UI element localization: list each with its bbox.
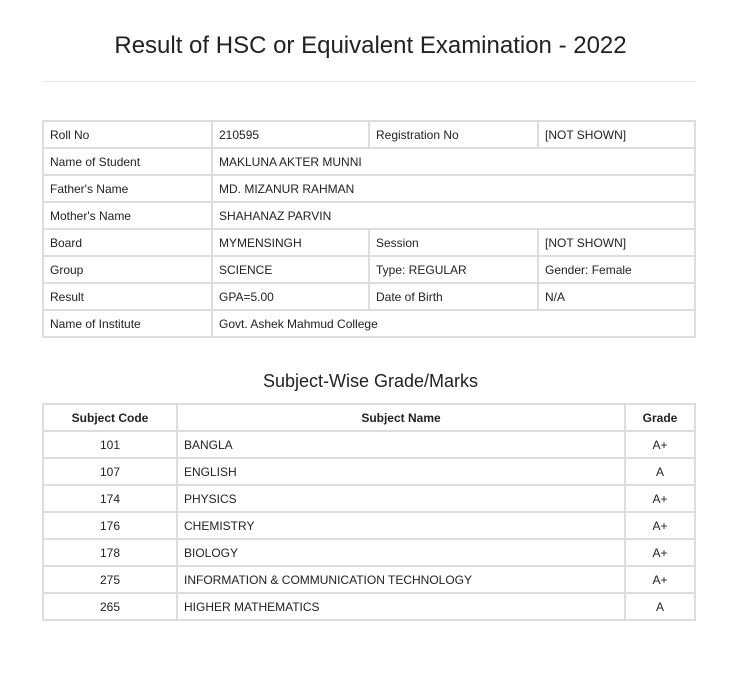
student-name-label: Name of Student bbox=[43, 148, 212, 175]
subject-grade: A+ bbox=[625, 431, 695, 458]
institute-label: Name of Institute bbox=[43, 310, 212, 337]
subject-code: 178 bbox=[43, 539, 177, 566]
info-row-result bbox=[43, 283, 695, 310]
info-row-group bbox=[43, 256, 695, 283]
board-label: Board bbox=[43, 229, 212, 256]
table-row bbox=[43, 431, 695, 458]
student-info-table bbox=[42, 120, 696, 338]
divider bbox=[42, 81, 696, 82]
table-row bbox=[43, 458, 695, 485]
institute-value: Govt. Ashek Mahmud College bbox=[212, 310, 695, 337]
subject-grade: A+ bbox=[625, 566, 695, 593]
subject-name: BIOLOGY bbox=[177, 539, 625, 566]
registration-value: [NOT SHOWN] bbox=[538, 121, 695, 148]
gender-value: Gender: Female bbox=[538, 256, 695, 283]
mother-name-label: Mother's Name bbox=[43, 202, 212, 229]
subject-code: 174 bbox=[43, 485, 177, 512]
table-row bbox=[43, 566, 695, 593]
table-row bbox=[43, 539, 695, 566]
roll-value: 210595 bbox=[212, 121, 369, 148]
father-name-value: MD. MIZANUR RAHMAN bbox=[212, 175, 695, 202]
subject-marks-table bbox=[42, 403, 696, 621]
group-label: Group bbox=[43, 256, 212, 283]
table-row bbox=[43, 512, 695, 539]
page-title: Result of HSC or Equivalent Examination - 2022 bbox=[114, 32, 627, 59]
subject-code: 176 bbox=[43, 512, 177, 539]
board-value: MYMENSINGH bbox=[212, 229, 369, 256]
father-name-label: Father's Name bbox=[43, 175, 212, 202]
table-row bbox=[43, 485, 695, 512]
subject-grade: A+ bbox=[625, 539, 695, 566]
group-value: SCIENCE bbox=[212, 256, 369, 283]
dob-value: N/A bbox=[538, 283, 695, 310]
roll-label: Roll No bbox=[43, 121, 212, 148]
info-row-institute bbox=[43, 310, 695, 337]
subject-code: 265 bbox=[43, 593, 177, 620]
student-name-value: MAKLUNA AKTER MUNNI bbox=[212, 148, 695, 175]
subject-name: BANGLA bbox=[177, 431, 625, 458]
session-value: [NOT SHOWN] bbox=[538, 229, 695, 256]
result-value: GPA=5.00 bbox=[212, 283, 369, 310]
subject-name-header: Subject Name bbox=[177, 404, 625, 431]
grade-header: Grade bbox=[625, 404, 695, 431]
subject-code: 107 bbox=[43, 458, 177, 485]
registration-label: Registration No bbox=[369, 121, 538, 148]
subject-code: 275 bbox=[43, 566, 177, 593]
subject-grade: A bbox=[625, 458, 695, 485]
mother-name-value: SHAHANAZ PARVIN bbox=[212, 202, 695, 229]
subject-code-header: Subject Code bbox=[43, 404, 177, 431]
info-row-name bbox=[43, 148, 695, 175]
result-label: Result bbox=[43, 283, 212, 310]
subject-name: INFORMATION & COMMUNICATION TECHNOLOGY bbox=[177, 566, 625, 593]
subject-name: CHEMISTRY bbox=[177, 512, 625, 539]
session-label: Session bbox=[369, 229, 538, 256]
subject-grade: A bbox=[625, 593, 695, 620]
marks-header-row bbox=[43, 404, 695, 431]
type-value: Type: REGULAR bbox=[369, 256, 538, 283]
subject-grade: A+ bbox=[625, 485, 695, 512]
table-row bbox=[43, 593, 695, 620]
dob-label: Date of Birth bbox=[369, 283, 538, 310]
subject-name: HIGHER MATHEMATICS bbox=[177, 593, 625, 620]
marks-heading: Subject-Wise Grade/Marks bbox=[262, 371, 479, 391]
subject-grade: A+ bbox=[625, 512, 695, 539]
info-row-board bbox=[43, 229, 695, 256]
info-row-father bbox=[43, 175, 695, 202]
info-row-mother bbox=[43, 202, 695, 229]
subject-name: PHYSICS bbox=[177, 485, 625, 512]
info-row-roll bbox=[43, 121, 695, 148]
subject-name: ENGLISH bbox=[177, 458, 625, 485]
subject-code: 101 bbox=[43, 431, 177, 458]
